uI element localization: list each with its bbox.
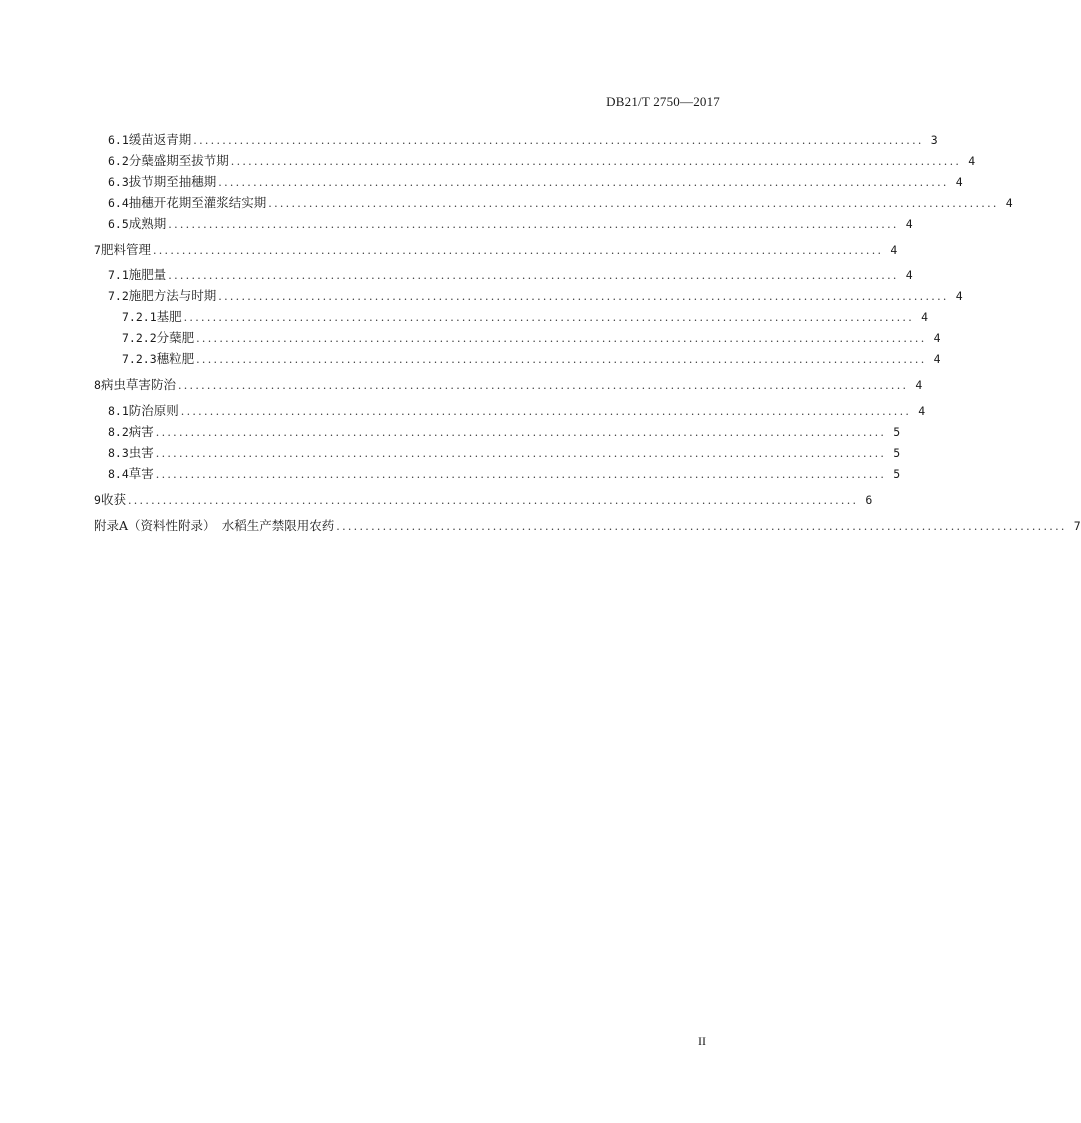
toc-leader: ..............................................................................................................................	[183, 311, 915, 324]
toc-number: 8.4	[108, 467, 129, 481]
toc-number: 7.1	[108, 268, 129, 282]
toc-page: 4	[918, 404, 926, 418]
toc-title: 分蘖肥	[156, 330, 195, 345]
toc-number: 6.4	[108, 196, 129, 210]
toc-entry-7-1[interactable]	[108, 265, 913, 283]
toc-title: 拔节期至抽穗期	[128, 174, 217, 189]
toc-title: 分蘖盛期至拔节期	[128, 153, 229, 168]
toc-entry-7-2[interactable]	[108, 286, 963, 304]
toc-page: 5	[893, 446, 901, 460]
toc-entry-8[interactable]	[94, 375, 923, 393]
toc-leader: ..............................................................................................................................	[155, 426, 887, 439]
toc-title: 虫害	[128, 445, 154, 460]
toc-title: 成熟期	[128, 216, 167, 231]
toc-page: 4	[955, 289, 963, 303]
toc-title: 抽穗开花期至灌浆结实期	[128, 195, 267, 210]
toc-page: 5	[893, 425, 901, 439]
toc-page: 6	[865, 493, 873, 507]
toc-page: 4	[921, 310, 929, 324]
toc-entry-6-5[interactable]	[108, 214, 913, 232]
toc-leader: ..............................................................................................................................	[268, 197, 999, 210]
toc-number: 8	[94, 378, 101, 392]
toc-entry-7-2-3[interactable]	[122, 349, 941, 367]
toc-number: 8.3	[108, 446, 129, 460]
toc-leader: ..............................................................................................................................	[196, 332, 927, 345]
toc-number: 6.5	[108, 217, 129, 231]
toc-number: 7.2.1	[122, 310, 157, 324]
toc-number: 7	[94, 243, 101, 257]
toc-leader: ..............................................................................................................................	[180, 405, 912, 418]
toc-page: 4	[933, 352, 941, 366]
toc-leader: ..............................................................................................................................	[155, 447, 887, 460]
toc-page: 4	[890, 243, 898, 257]
toc-entry-9[interactable]	[94, 490, 873, 508]
toc-title: 肥料管理	[100, 242, 151, 257]
toc-title: 防治原则	[128, 403, 179, 418]
toc-number: 7.2	[108, 289, 129, 303]
toc-number: 8.1	[108, 404, 129, 418]
toc-number: 8.2	[108, 425, 129, 439]
toc-page: 3	[930, 133, 938, 147]
toc-leader: ..............................................................................................................................	[230, 155, 962, 168]
toc-entry-6-4[interactable]	[108, 193, 1013, 211]
toc-title: 缓苗返青期	[128, 132, 192, 147]
toc-page: 4	[955, 175, 963, 189]
toc-leader: ..............................................................................................................................	[168, 269, 899, 282]
toc-entry-6-1[interactable]	[108, 130, 938, 148]
toc-leader: ..............................................................................................................................	[196, 353, 927, 366]
toc-leader: ..............................................................................................................................	[193, 134, 924, 147]
toc-entry-6-3[interactable]	[108, 172, 963, 190]
toc-title: 病虫草害防治	[100, 377, 176, 392]
toc-title: 病害	[128, 424, 154, 439]
toc-entry-8-4[interactable]	[108, 464, 901, 482]
document-code: DB21/T 2750—2017	[606, 94, 720, 109]
toc-page: 4	[905, 217, 913, 231]
toc-number: 9	[94, 493, 101, 507]
toc-page: 4	[968, 154, 976, 168]
toc-number: 6.2	[108, 154, 129, 168]
toc-title: 穗粒肥	[156, 351, 195, 366]
toc-page: 4	[933, 331, 941, 345]
toc-title: 施肥方法与时期	[128, 288, 217, 303]
toc-title: （资料性附录） 水稻生产禁限用农药	[128, 518, 335, 533]
toc-page: 4	[905, 268, 913, 282]
toc-entry-7-2-1[interactable]	[122, 307, 929, 325]
toc-leader: ..............................................................................................................................	[127, 494, 859, 507]
toc-leader: ..............................................................................................................................	[177, 379, 909, 392]
toc-entry-appendix-a[interactable]	[94, 516, 1081, 534]
toc-leader: ..............................................................................................................................	[155, 468, 887, 481]
toc-page: 4	[915, 378, 923, 392]
page-number: II	[698, 1034, 706, 1048]
toc-entry-8-1[interactable]	[108, 401, 926, 419]
toc-title: 基肥	[156, 309, 182, 324]
toc-number: 6.1	[108, 133, 129, 147]
toc-entry-8-2[interactable]	[108, 422, 901, 440]
toc-title: 草害	[128, 466, 154, 481]
toc-page: 7	[1073, 519, 1081, 533]
toc-leader: ..............................................................................................................................	[218, 176, 949, 189]
toc-leader: ..............................................................................................................................	[152, 244, 884, 257]
toc-number: 附录A	[94, 518, 129, 533]
toc-leader: ..............................................................................................................................	[218, 290, 949, 303]
toc-title: 施肥量	[128, 267, 167, 282]
toc-entry-6-2[interactable]	[108, 151, 976, 169]
toc-entry-7-2-2[interactable]	[122, 328, 941, 346]
toc-number: 7.2.2	[122, 331, 157, 345]
toc-number: 7.2.3	[122, 352, 157, 366]
toc-number: 6.3	[108, 175, 129, 189]
toc-title: 收获	[100, 492, 126, 507]
toc-entry-7[interactable]	[94, 240, 898, 258]
toc-entry-8-3[interactable]	[108, 443, 901, 461]
toc-page: 4	[1005, 196, 1013, 210]
toc-leader: ..............................................................................................................................	[168, 218, 899, 231]
toc-page: 5	[893, 467, 901, 481]
toc-leader: ..............................................................................................................................	[336, 520, 1067, 533]
